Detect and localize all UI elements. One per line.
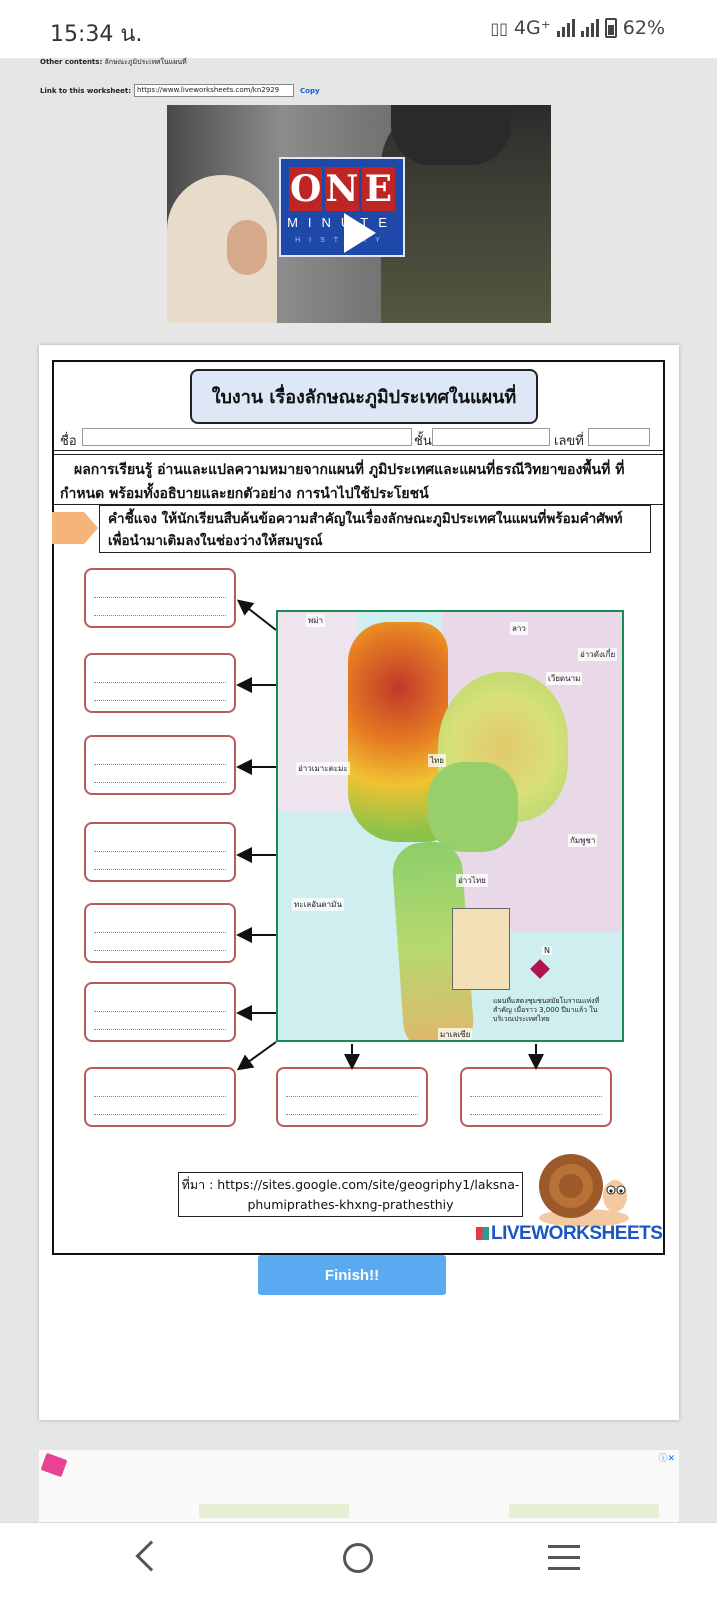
map-label-myanmar: พม่า [308,616,324,625]
map-label-gulf-thailand: อ่าวไทย [458,876,486,885]
network-type: 4G⁺ [513,17,551,39]
brand-text: LIVEWORKSHEETS [491,1223,663,1244]
thailand-relief-map [276,610,624,1042]
video-logo [279,157,405,257]
map-label-gulf-martaban: อ่าวเมาะตะมะ [298,764,348,773]
map-central-plain [428,762,518,852]
ad-info-close-icon[interactable]: ⓘ✕ [658,1454,675,1464]
compass-icon [530,959,550,979]
battery-icon [605,18,617,38]
navigation-bar [0,1522,717,1600]
logo-letter: E [362,167,395,211]
map-label-laos: ลาว [512,624,526,633]
video-player[interactable] [167,105,551,323]
finish-button[interactable]: Finish!! [258,1255,446,1295]
worksheet-link-row [40,84,320,97]
logo-letter: N [325,168,359,210]
ad-banner[interactable] [39,1450,679,1522]
worksheet-link-input[interactable]: https://www.liveworksheets.com/kn2929 [134,84,294,97]
map-label-andaman: ทะเลอันดามัน [294,900,342,909]
map-land-west [278,612,358,812]
other-contents-label: Other contents: [40,58,103,66]
copy-link-button[interactable]: Copy [300,86,320,95]
map-label-vietnam: เวียดนาม [548,674,581,683]
tag-icon [41,1453,68,1477]
class-label: ชั้น [414,434,432,449]
map-inset [452,908,510,990]
source-box: ที่มา : https://sites.google.com/site/geogriphy1/laksna-phumiprathes-khxng-prathesthiy [178,1172,523,1217]
video-thumbnail-helmet [391,105,511,165]
recent-apps-icon[interactable] [548,1545,580,1578]
liveworksheets-logo[interactable] [476,1223,662,1245]
worksheet-title: ใบงาน เรื่องลักษณะภูมิประเทศในแผนที่ [190,369,538,424]
learning-objective: ผลการเรียนรู้ อ่านและแปลความหมายจากแผนที่ ภูมิประเทศและแผนที่ธรณีวิทยาของพื้นที่ ที่กำหนด พร้อมทั้งอธิบายและยกตัวอย่าง การนำไปใช้ประโยชน์ [60,462,625,502]
map-label-thailand: ไทย [430,756,444,765]
signal-icon [557,19,575,37]
status-time: 15:34 น. [50,22,143,47]
other-contents-value[interactable]: ลักษณะภูมิประเทศในแผนที่ [104,58,187,66]
map-label-north: N [544,946,550,955]
instruction-box: คำชี้แจง ให้นักเรียนสืบค้นข้อความสำคัญในเรื่องลักษณะภูมิประเทศในแผนที่พร้อมคำศัพท์เพื่อนำมาเติมลงในช่องว่างให้สมบูรณ์ [99,505,651,553]
name-label: ชื่อ [60,434,77,449]
video-thumbnail-face [227,220,267,275]
play-icon[interactable] [344,213,376,253]
brand-mark-icon [476,1227,489,1240]
battery-percent: 62% [622,17,665,39]
snail-mascot-icon [529,1140,629,1230]
number-label: เลขที่ [554,434,584,449]
map-label-cambodia: กัมพูชา [570,836,596,845]
link-label: Link to this worksheet: [40,86,132,95]
status-icons [490,17,665,39]
map-caption: แผนที่แสดงชุมชนสมัยโบราณแห่งที่สำคัญ เมื่อราว 3,000 ปีมาแล้ว ในบริเวณประเทศไทย [493,997,600,1023]
vibrate-icon: ▯▯ [490,18,508,38]
logo-history: HISTORY [295,237,389,244]
status-bar [0,0,717,58]
map-label-tonkin: อ่าวตังเกี๋ย [580,650,616,659]
ad-tile[interactable] [199,1504,349,1518]
map-label-malaysia: มาเลเซีย [440,1030,471,1039]
back-icon[interactable] [135,1540,166,1571]
other-contents [40,57,187,68]
worksheet-card [39,345,679,1420]
logo-letter: O [289,168,322,210]
ad-tile[interactable] [509,1504,659,1518]
logo-minute: MINUTE [287,215,397,230]
signal-icon-2 [581,19,599,37]
home-icon[interactable] [343,1543,373,1573]
worksheet-frame [52,360,665,1255]
